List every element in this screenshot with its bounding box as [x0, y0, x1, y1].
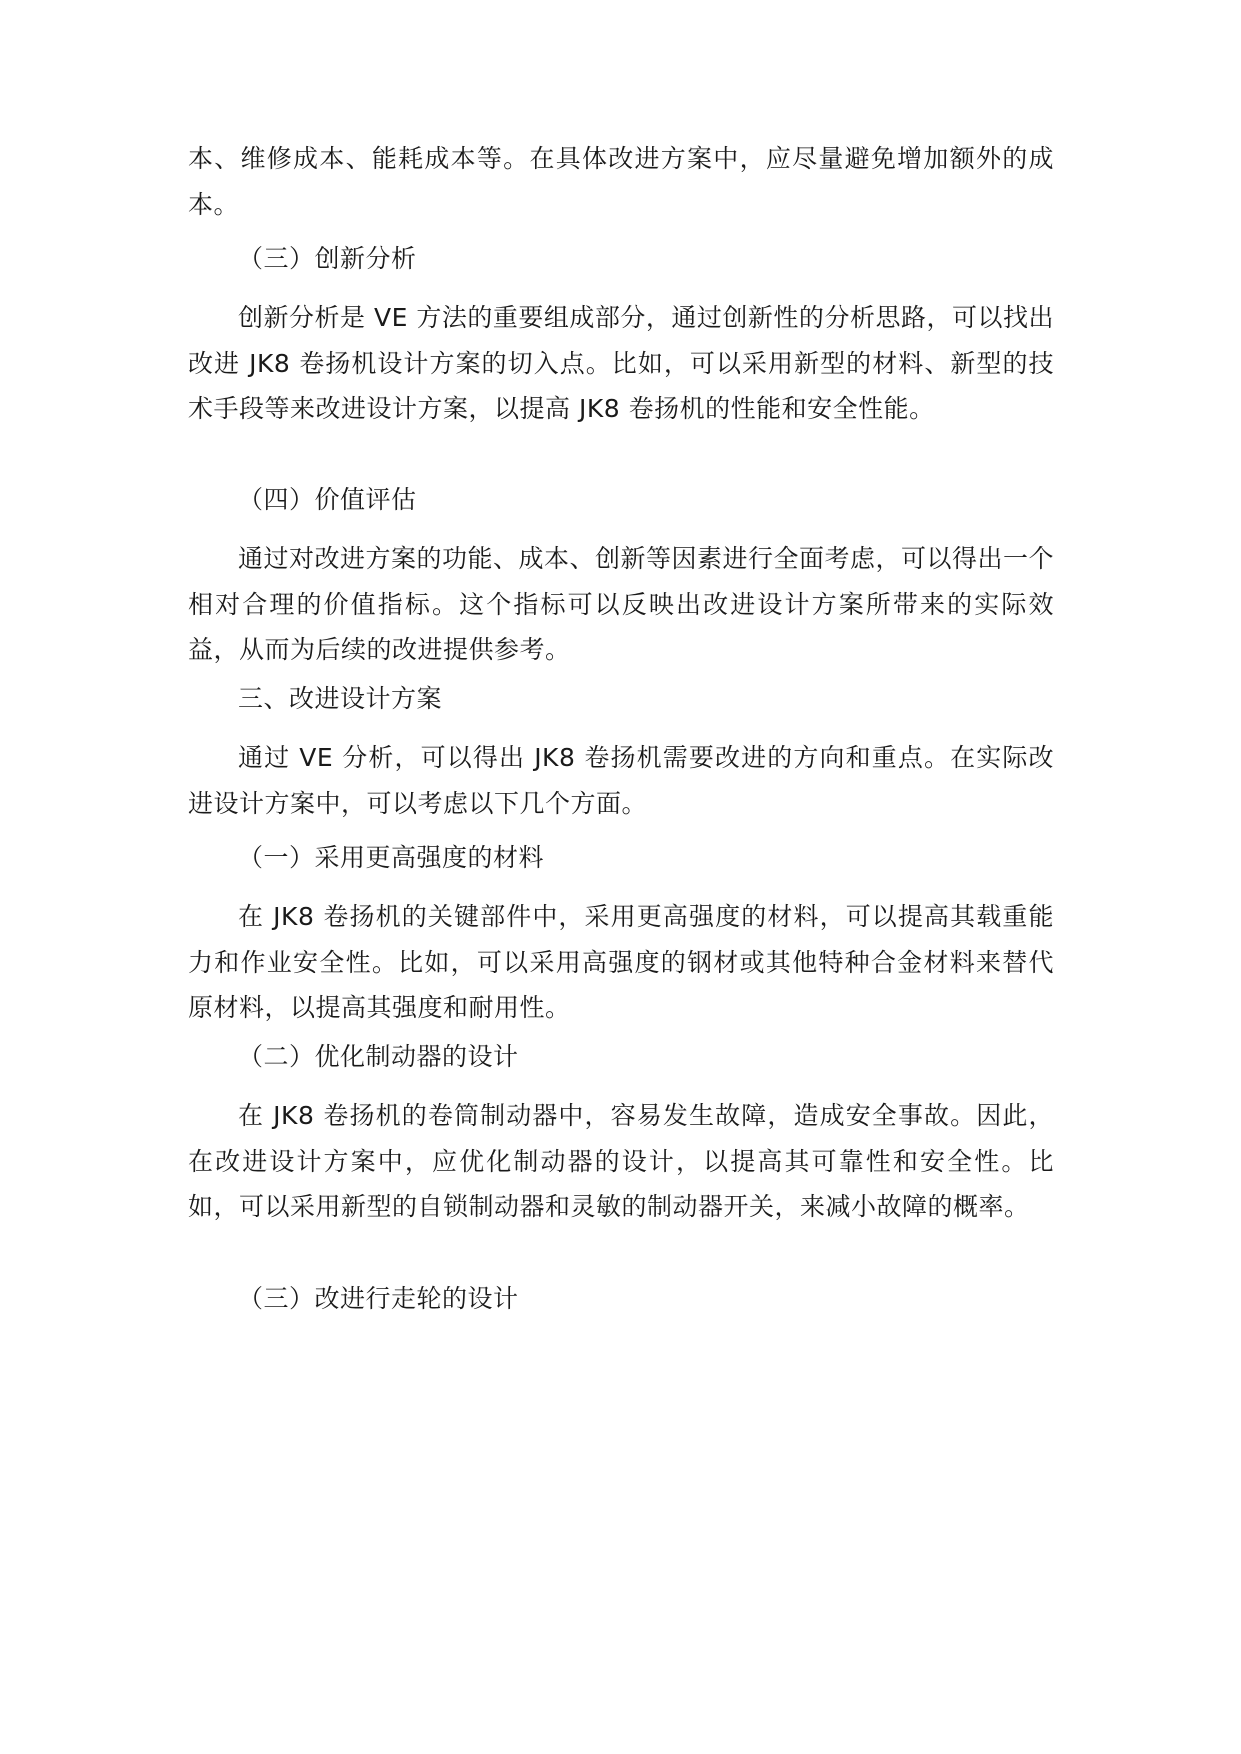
paragraph-high-strength-material: 在 JK8 卷扬机的关键部件中，采用更高强度的材料，可以提高其载重能力和作业安全性。比如，可以采用高强度的钢材或其他特种合金材料来替代原材料，以提高其强度和耐用性。 [188, 902, 1054, 1022]
heading-value-evaluation: （四）价值评估 [238, 485, 417, 514]
heading-innovation-analysis: （三）创新分析 [238, 244, 417, 273]
paragraph-improved-design-intro: 通过 VE 分析，可以得出 JK8 卷扬机需要改进的方向和重点。在实际改进设计方案中，可以考虑以下几个方面。 [188, 743, 1054, 818]
paragraph-brake-optimization: 在 JK8 卷扬机的卷筒制动器中，容易发生故障，造成安全事故。因此，在改进设计方案中，应优化制动器的设计，以提高其可靠性和安全性。比如，可以采用新型的自锁制动器和灵敏的制动器开关，来减小故障的概率。 [188, 1101, 1054, 1221]
heading-high-strength-material: （一）采用更高强度的材料 [238, 843, 545, 872]
paragraph-innovation-analysis: 创新分析是 VE 方法的重要组成部分，通过创新性的分析思路，可以找出改进 JK8 卷扬机设计方案的切入点。比如，可以采用新型的材料、新型的技术手段等来改进设计方案，以提高 JK8 卷扬机的性能和安全性能。 [188, 303, 1054, 423]
paragraph-value-evaluation: 通过对改进方案的功能、成本、创新等因素进行全面考虑，可以得出一个相对合理的价值指标。这个指标可以反映出改进设计方案所带来的实际效益，从而为后续的改进提供参考。 [188, 544, 1055, 664]
heading-walking-wheel: （三）改进行走轮的设计 [238, 1284, 519, 1313]
heading-brake-optimization: （二）优化制动器的设计 [238, 1042, 519, 1071]
heading-improved-design: 三、改进设计方案 [238, 684, 443, 713]
paragraph-cost-continuation: 本、维修成本、能耗成本等。在具体改进方案中，应尽量避免增加额外的成本。 [188, 144, 1054, 219]
